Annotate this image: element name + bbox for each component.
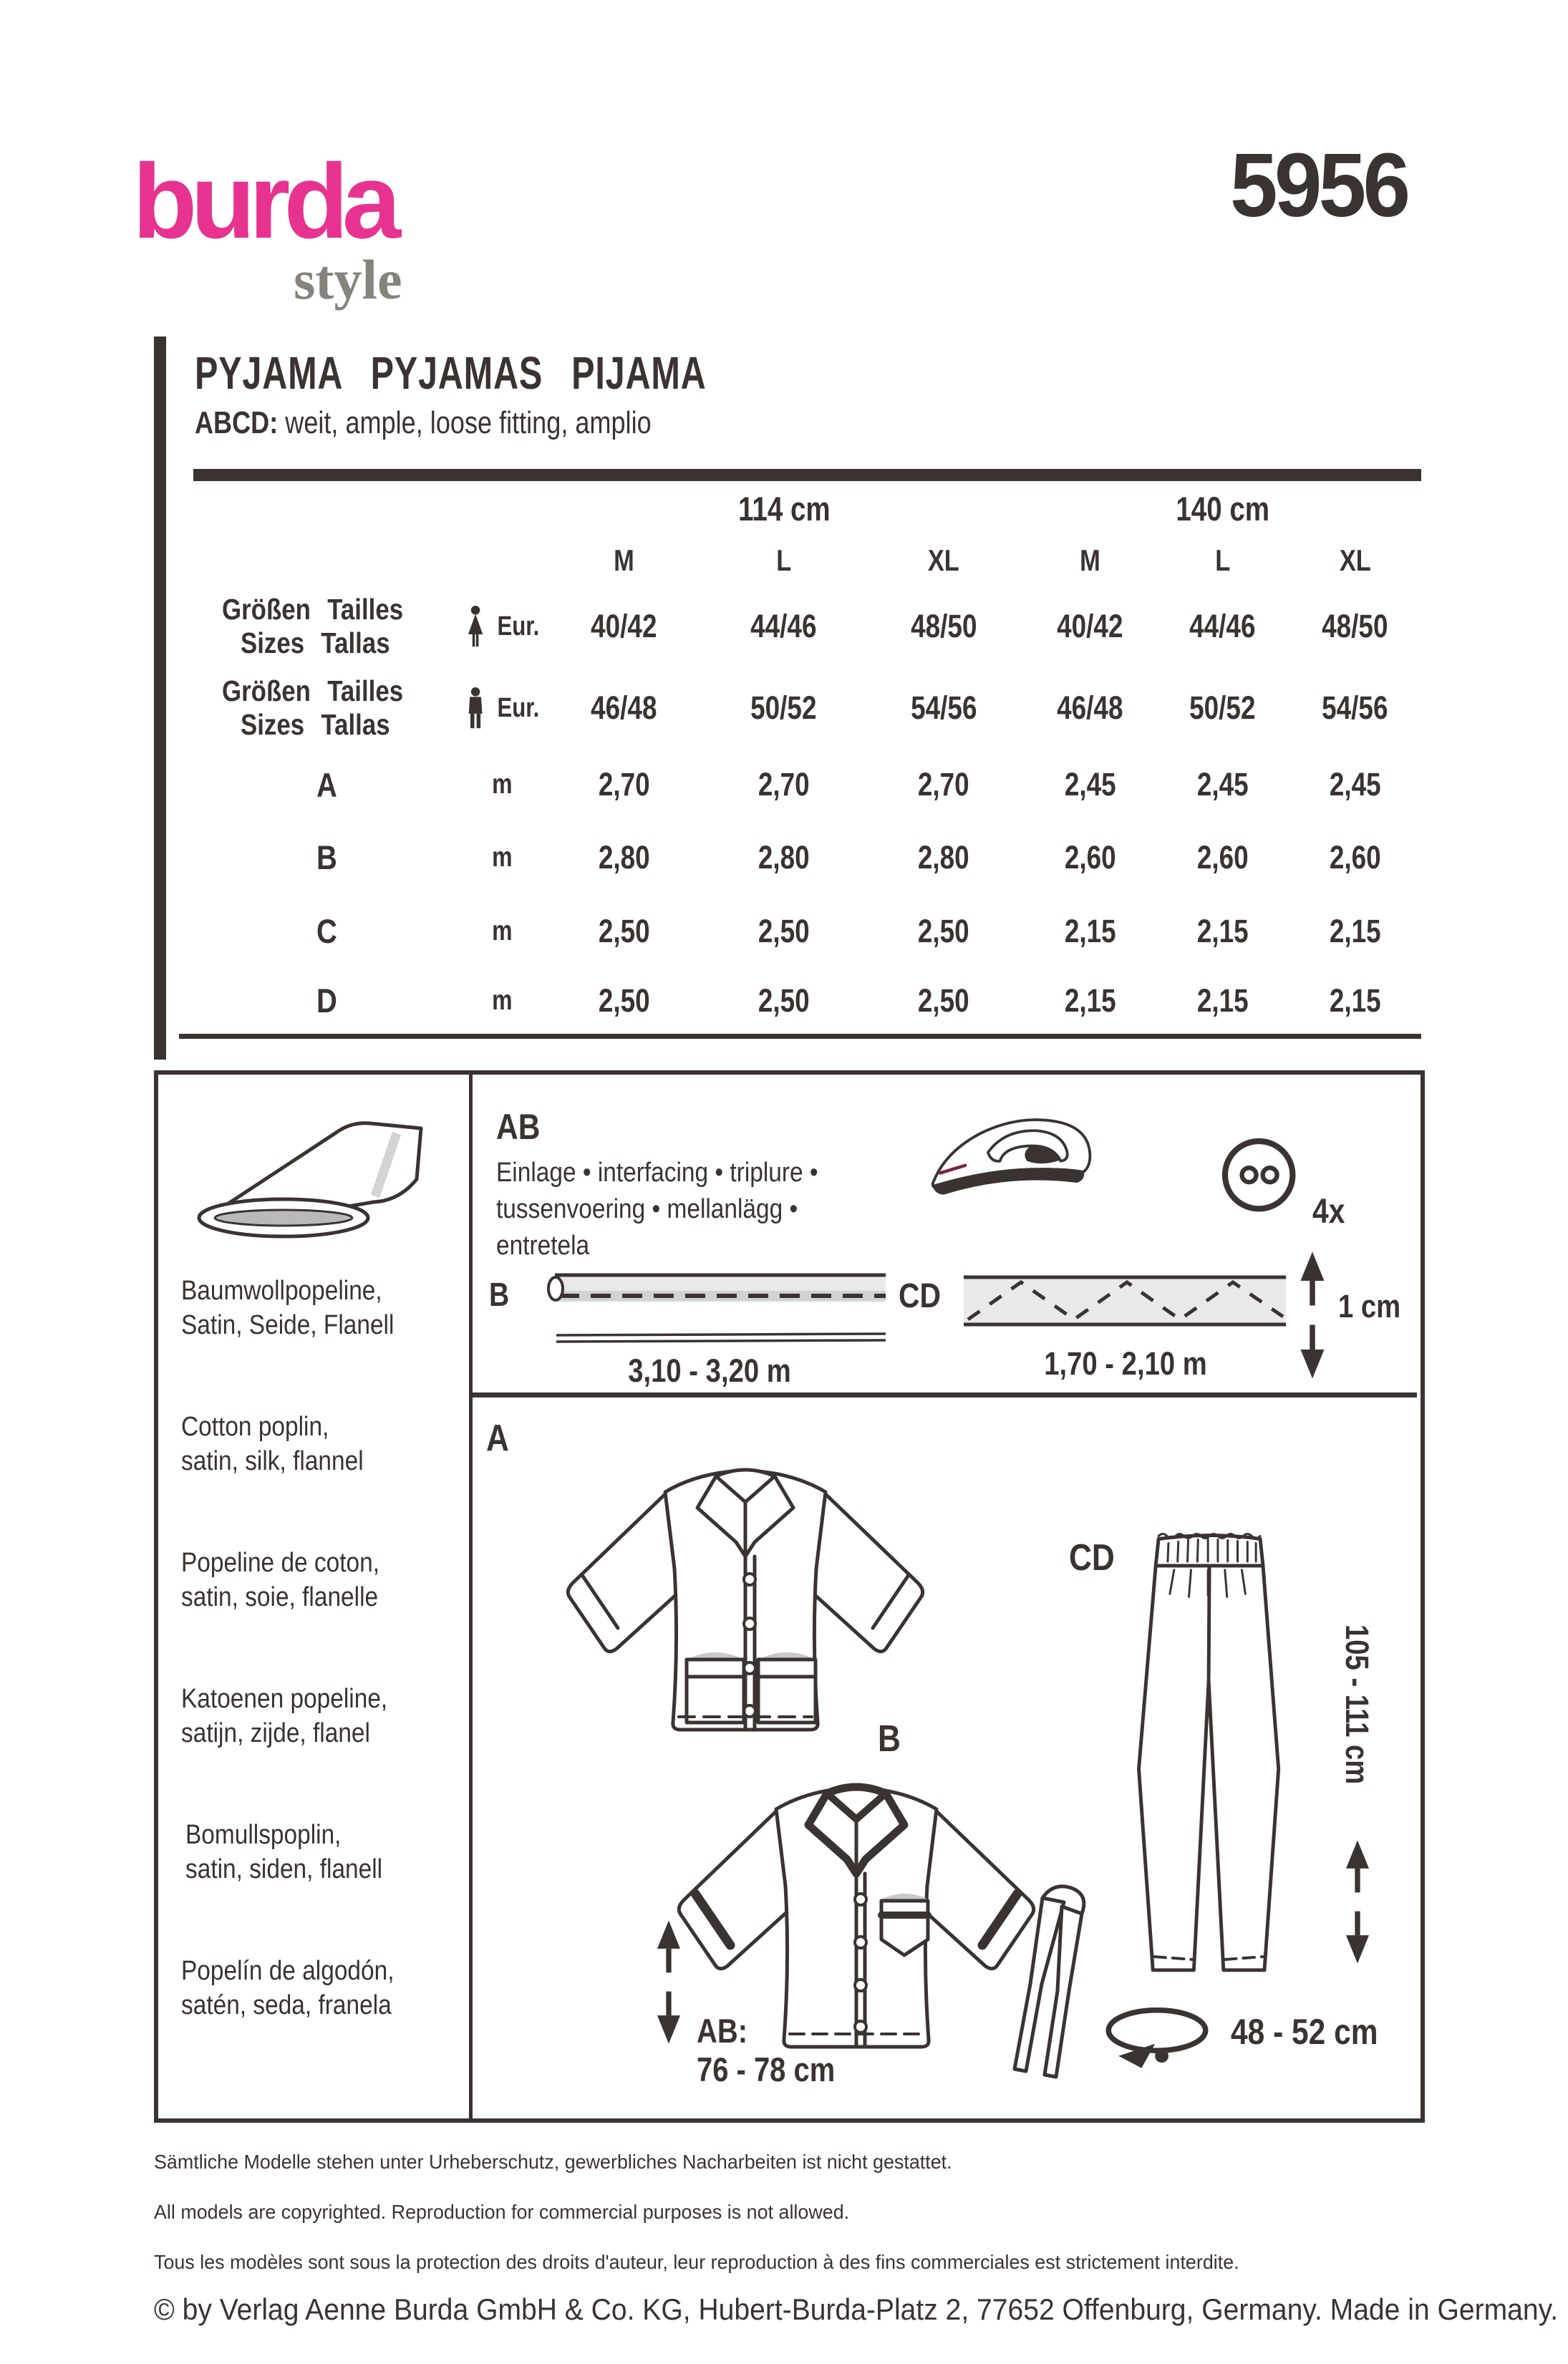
fabric-bolt-icon [190,1095,434,1252]
table-row-sizes: M L XL M L XL [614,543,1371,577]
double-arrow-measure-icon [1297,1251,1328,1380]
cd-length-value: 105 - 111 cm [1339,1624,1375,1785]
interfacing-band-b [545,1269,889,1348]
table-row-view-d: D m 2,50 2,50 2,50 2,15 2,15 2,15 [179,968,1421,1036]
page-subtitle [195,405,652,441]
double-arrow-measure-icon [1341,1839,1374,1965]
elastic-band-cd [964,1274,1287,1328]
view-cd-label: CD [1069,1537,1115,1579]
burda-style-wordmark: style [294,248,402,311]
page-title: PYJAMA PYJAMAS PIJAMA [195,347,707,399]
box-horizontal-divider [469,1392,1417,1397]
fabric-width-140: 140 cm [1176,489,1269,528]
fit-description: weit, ample, loose fitting, amplio [278,405,652,440]
view-b-label: B [878,1718,901,1760]
table-row-women-sizes: Größen Tailles Sizes Tallas Eur. 40/42 44/46 48/50 40/42 44/46 48/50 [222,593,1388,659]
publisher-line: © by Verlag Aenne Burda GmbH & Co. KG, Hubert-Burda-Platz 2, 77652 Offenburg, Germany. Made in Germany. [154,2292,1559,2326]
fabric-suggestion-de: Baumwollpopeline, Satin, Seide, Flanell [181,1276,395,1340]
table-row-view-c: C m 2,50 2,50 2,50 2,15 2,15 2,15 [316,912,1381,950]
band-b-length: 3,10 - 3,20 m [628,1352,791,1389]
copyright-line-de: Sämtliche Modelle stehen unter Urheberschutz, gewerbliches Nacharbeiten ist nicht gestattet. [154,2151,952,2173]
pattern-number: 5956 [1229,135,1407,236]
woman-silhouette-icon [465,603,485,650]
interfacing-views-label: AB [496,1107,541,1147]
box-vertical-divider [469,1075,473,2118]
size-table [179,481,1421,1039]
views-code: ABCD: [195,405,279,440]
circumference-arrow-icon [1100,2002,1214,2070]
unit-eur: Eur. [497,611,540,641]
table-top-bar [193,469,1421,481]
size-table-wrap [179,469,1421,1039]
fabric-width-114: 114 cm [737,489,831,528]
pyjama-shirt-a-drawing [513,1436,978,1740]
button-count: 4x [1312,1193,1345,1231]
band-cd-length: 1,70 - 2,10 m [1044,1345,1207,1382]
view-a-label: A [486,1418,509,1459]
band-cd-view-label: CD [899,1277,941,1315]
ab-length-value: 76 - 78 cm [697,2050,836,2088]
unit-eur: Eur. [497,692,540,723]
fabric-suggestion-sv: Bomullspoplin, satin, siden, flanell [185,1820,383,1884]
fabric-suggestion-nl: Katoenen popeline, satijn, zijde, flanel [181,1684,388,1748]
iron-icon [923,1100,1102,1219]
title-accent-bar [154,336,166,1060]
copyright-line-fr: Tous les modèles sont sous la protection des droits d'auteur, leur reproduction à des fins commerciales est strictement interdite. [154,2251,1239,2273]
table-row-view-a: A m 2,70 2,70 2,70 2,45 2,45 2,45 [316,765,1381,804]
band-cd-width: 1 cm [1338,1288,1401,1324]
copyright-line-en: All models are copyrighted. Reproduction for commercial purposes is not allowed. [154,2201,850,2223]
double-arrow-measure-icon [652,1919,685,2045]
materials-box [154,1070,1425,2123]
ab-length-label: AB: [697,2012,748,2050]
table-row-men-sizes: Größen Tailles Sizes Tallas Eur. 46/48 50/52 54/56 46/48 50/52 54/56 [222,674,1388,741]
man-silhouette-icon [465,684,485,732]
table-row-view-b: B m 2,80 2,80 2,80 2,60 2,60 2,60 [316,838,1381,876]
band-b-view-label: B [489,1276,510,1313]
table-row-fabric-widths [179,481,1421,536]
burda-logo: burda [132,142,395,261]
fabric-suggestion-fr: Popeline de coton, satin, soie, flanelle [181,1548,380,1612]
two-hole-button-icon [1218,1133,1302,1219]
interfacing-text: Einlage • interfacing • triplure • tussenvoering • mellanlägg • entretela [496,1158,818,1261]
cd-waist-value: 48 - 52 cm [1231,2012,1378,2052]
fabric-suggestion-en: Cotton poplin, satin, silk, flannel [181,1412,364,1476]
pyjama-pants-cd-drawing [1110,1515,1318,2009]
fabric-suggestion-es: Popelín de algodón, satén, seda, franela [181,1956,395,2020]
